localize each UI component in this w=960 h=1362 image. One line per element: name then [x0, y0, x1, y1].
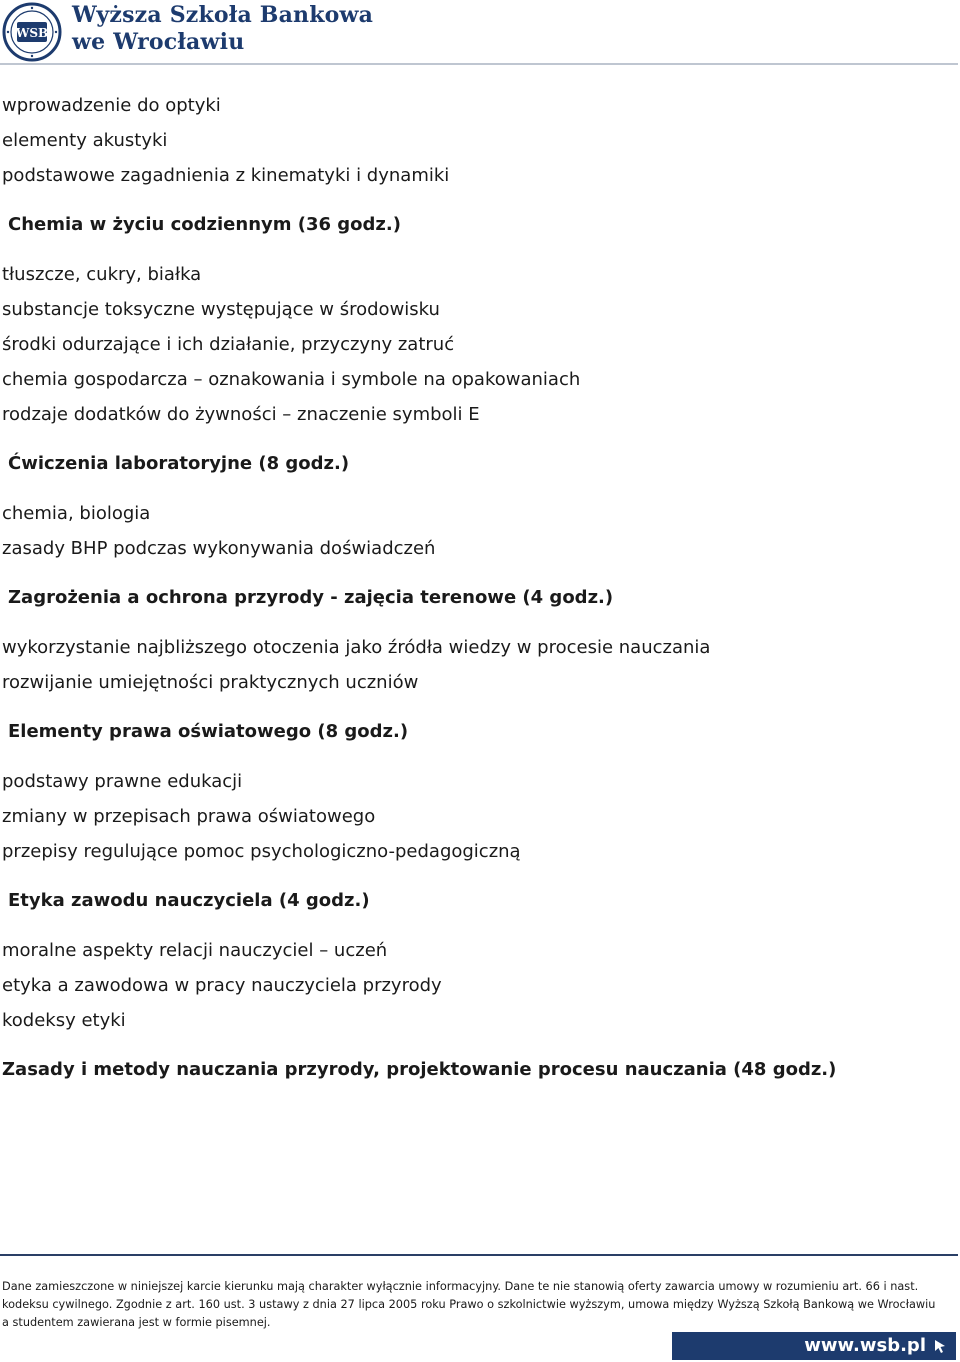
section-heading: Zagrożenia a ochrona przyrody - zajęcia terenowe (4 godz.) — [8, 587, 614, 608]
list-item: zmiany w przepisach prawa oświatowego — [2, 806, 376, 827]
website-link[interactable]: www.wsb.pl — [804, 1335, 926, 1356]
website-banner[interactable] — [672, 1332, 956, 1360]
disclaimer-line: Dane zamieszczone w niniejszej karcie kierunku mają charakter wyłącznie informacyjny. Dane te nie stanowią oferty zawarcia umowy w rozumieniu art. 66 i nast. — [2, 1280, 919, 1293]
list-item: zasady BHP podczas wykonywania doświadczeń — [2, 538, 436, 559]
list-item: chemia, biologia — [2, 503, 151, 524]
cursor-arrow-icon — [932, 1338, 948, 1354]
seal-abbr: WSB — [15, 26, 49, 40]
list-item: podstawy prawne edukacji — [2, 771, 243, 792]
institution-name-line2: we Wrocławiu — [72, 29, 245, 55]
list-item: wprowadzenie do optyki — [2, 95, 221, 116]
list-item: substancje toksyczne występujące w środowisku — [2, 299, 440, 320]
list-item: etyka a zawodowa w pracy nauczyciela przyrody — [2, 975, 442, 996]
list-item: podstawowe zagadnienia z kinematyki i dynamiki — [2, 165, 450, 186]
list-item: moralne aspekty relacji nauczyciel – uczeń — [2, 940, 388, 961]
section-heading: Chemia w życiu codziennym (36 godz.) — [8, 214, 401, 235]
section-heading: Etyka zawodu nauczyciela (4 godz.) — [8, 890, 370, 911]
list-item: kodeksy etyki — [2, 1010, 126, 1031]
disclaimer-line: kodeksu cywilnego. Zgodnie z art. 160 ust. 3 ustawy z dnia 27 lipca 2005 roku Prawo o szkolnictwie wyższym, umowa między Wyższą Szkołą Bankową we Wrocławiu — [2, 1298, 936, 1311]
footer-disclaimer — [2, 1278, 952, 1332]
list-item: chemia gospodarcza – oznakowania i symbole na opakowaniach — [2, 369, 581, 390]
institution-name — [72, 2, 373, 56]
list-item: rozwijanie umiejętności praktycznych uczniów — [2, 672, 419, 693]
section-heading: Ćwiczenia laboratoryjne (8 godz.) — [8, 453, 350, 474]
list-item: rodzaje dodatków do żywności – znaczenie symboli E — [2, 404, 480, 425]
section-heading: Zasady i metody nauczania przyrody, projektowanie procesu nauczania (48 godz.) — [2, 1059, 837, 1080]
footer-divider — [0, 1254, 958, 1256]
page-header — [0, 0, 960, 64]
list-item: przepisy regulujące pomoc psychologiczno-pedagogiczną — [2, 841, 521, 862]
institution-name-line1: Wyższa Szkoła Bankowa — [72, 2, 374, 28]
disclaimer-line: a studentem zawierana jest w formie pisemnej. — [2, 1316, 271, 1329]
list-item: wykorzystanie najbliższego otoczenia jako źródła wiedzy w procesie nauczania — [2, 637, 711, 658]
list-item: elementy akustyki — [2, 130, 168, 151]
course-content — [2, 88, 942, 1102]
header-divider — [0, 63, 958, 65]
list-item: tłuszcze, cukry, białka — [2, 264, 202, 285]
list-item: środki odurzające i ich działanie, przyczyny zatruć — [2, 334, 455, 355]
section-heading: Elementy prawa oświatowego (8 godz.) — [8, 721, 409, 742]
wsb-seal-logo — [2, 2, 62, 62]
